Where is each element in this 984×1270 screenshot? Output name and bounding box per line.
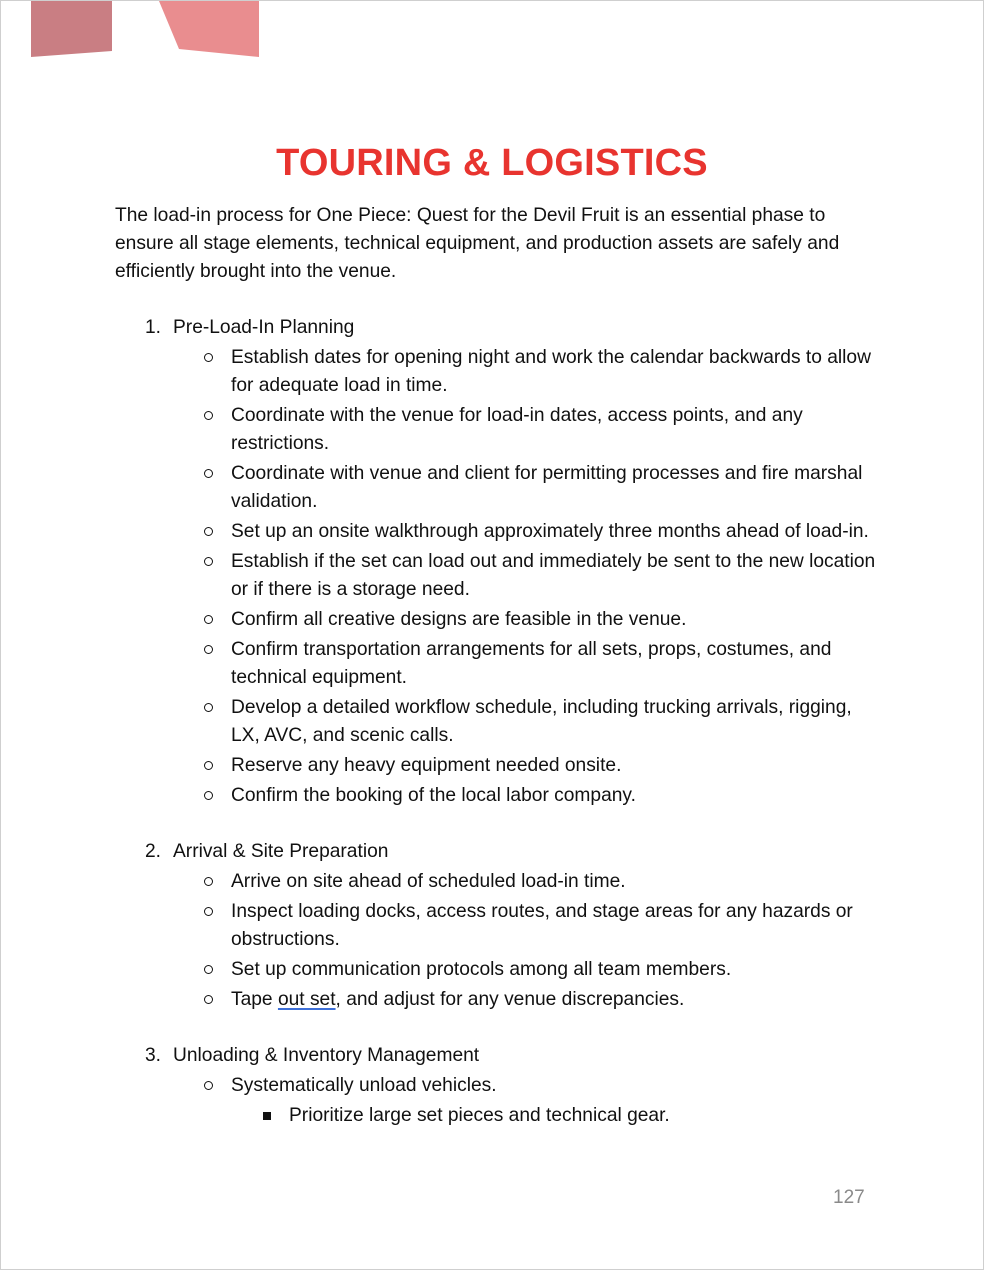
hollow-bullet-icon xyxy=(204,907,213,916)
hollow-bullet-icon xyxy=(204,877,213,886)
hollow-bullet-icon xyxy=(204,965,213,974)
bullet-text: Reserve any heavy equipment needed onsite. xyxy=(231,755,622,776)
list-item xyxy=(115,868,885,896)
bullet-text: Set up an onsite walkthrough approximately three months ahead of load-in. xyxy=(231,521,869,542)
bullet-text: Confirm the booking of the local labor company. xyxy=(231,785,636,806)
list-item xyxy=(115,548,885,604)
hollow-bullet-icon xyxy=(204,557,213,566)
list-item xyxy=(115,986,885,1014)
tape-text-before: Tape xyxy=(231,989,278,1010)
list-item xyxy=(115,1102,885,1130)
bullet-text: Confirm all creative designs are feasible in the venue. xyxy=(231,609,687,630)
bullet-list xyxy=(115,1072,885,1100)
list-item xyxy=(115,1072,885,1100)
intro-paragraph: The load-in process for One Piece: Quest for the Devil Fruit is an essential phase to ensure all stage elements, technical equipment, and production assets are safely and efficiently brought into the venue. xyxy=(115,205,840,282)
section-number: 2. xyxy=(145,841,162,862)
sub-bullet-text: Prioritize large set pieces and technical gear. xyxy=(289,1105,670,1126)
hollow-bullet-icon xyxy=(204,791,213,800)
list-item xyxy=(115,636,885,692)
list-item xyxy=(115,898,885,954)
hollow-bullet-icon xyxy=(204,645,213,654)
spellcheck-underlined-text[interactable]: out set xyxy=(277,989,336,1010)
corner-ribbon-left xyxy=(31,1,112,57)
section-label: Arrival & Site Preparation xyxy=(173,841,389,862)
list-item xyxy=(115,402,885,458)
corner-decoration xyxy=(29,1,261,59)
list-item xyxy=(115,518,885,546)
hollow-bullet-icon xyxy=(204,1081,213,1090)
section-unloading-inventory xyxy=(115,1042,885,1130)
bullet-text: Set up communication protocols among all team members. xyxy=(231,959,732,980)
section-heading xyxy=(115,1042,885,1070)
list-item xyxy=(115,782,885,810)
hollow-bullet-icon xyxy=(204,995,213,1004)
section-label: Pre-Load-In Planning xyxy=(173,317,355,338)
section-number: 3. xyxy=(145,1045,162,1066)
bullet-list xyxy=(115,868,885,1014)
section-number: 1. xyxy=(145,317,162,338)
page-number: 127 xyxy=(833,1187,865,1208)
list-item xyxy=(115,752,885,780)
hollow-bullet-icon xyxy=(204,411,213,420)
page-title: TOURING & LOGISTICS xyxy=(276,142,708,185)
section-heading xyxy=(115,838,885,866)
bullet-text: Establish dates for opening night and work the calendar backwards to allow for adequate load in time. xyxy=(231,347,871,396)
hollow-bullet-icon xyxy=(204,703,213,712)
bullet-text: Inspect loading docks, access routes, and stage areas for any hazards or obstructions. xyxy=(231,901,853,950)
list-item xyxy=(115,460,885,516)
hollow-bullet-icon xyxy=(204,527,213,536)
hollow-bullet-icon xyxy=(204,353,213,362)
square-bullet-icon xyxy=(263,1112,271,1120)
tape-text-after: , and adjust for any venue discrepancies. xyxy=(335,989,685,1010)
bullet-text: Coordinate with the venue for load-in dates, access points, and any restrictions. xyxy=(231,405,803,454)
bullet-text: Coordinate with venue and client for permitting processes and fire marshal validation. xyxy=(231,463,863,512)
section-heading xyxy=(115,314,885,342)
bullet-text xyxy=(231,986,885,1014)
corner-ribbon-right xyxy=(159,1,259,57)
list-item xyxy=(115,694,885,750)
bullet-text: Confirm transportation arrangements for all sets, props, costumes, and technical equipment. xyxy=(231,639,832,688)
bullet-text: Develop a detailed workflow schedule, including trucking arrivals, rigging, LX, AVC, and scenic calls. xyxy=(231,697,852,746)
sections-list xyxy=(115,314,885,1158)
list-item xyxy=(115,956,885,984)
bullet-text: Arrive on site ahead of scheduled load-in time. xyxy=(231,871,626,892)
list-item xyxy=(115,344,885,400)
bullet-text: Establish if the set can load out and immediately be sent to the new location or if there is a storage need. xyxy=(231,551,876,600)
hollow-bullet-icon xyxy=(204,615,213,624)
section-arrival-site-preparation xyxy=(115,838,885,1014)
hollow-bullet-icon xyxy=(204,469,213,478)
section-pre-load-in-planning xyxy=(115,314,885,810)
hollow-bullet-icon xyxy=(204,761,213,770)
bullet-list xyxy=(115,344,885,810)
list-item xyxy=(115,606,885,634)
section-label: Unloading & Inventory Management xyxy=(173,1045,480,1066)
bullet-text: Systematically unload vehicles. xyxy=(231,1075,497,1096)
sub-bullet-list xyxy=(115,1102,885,1130)
